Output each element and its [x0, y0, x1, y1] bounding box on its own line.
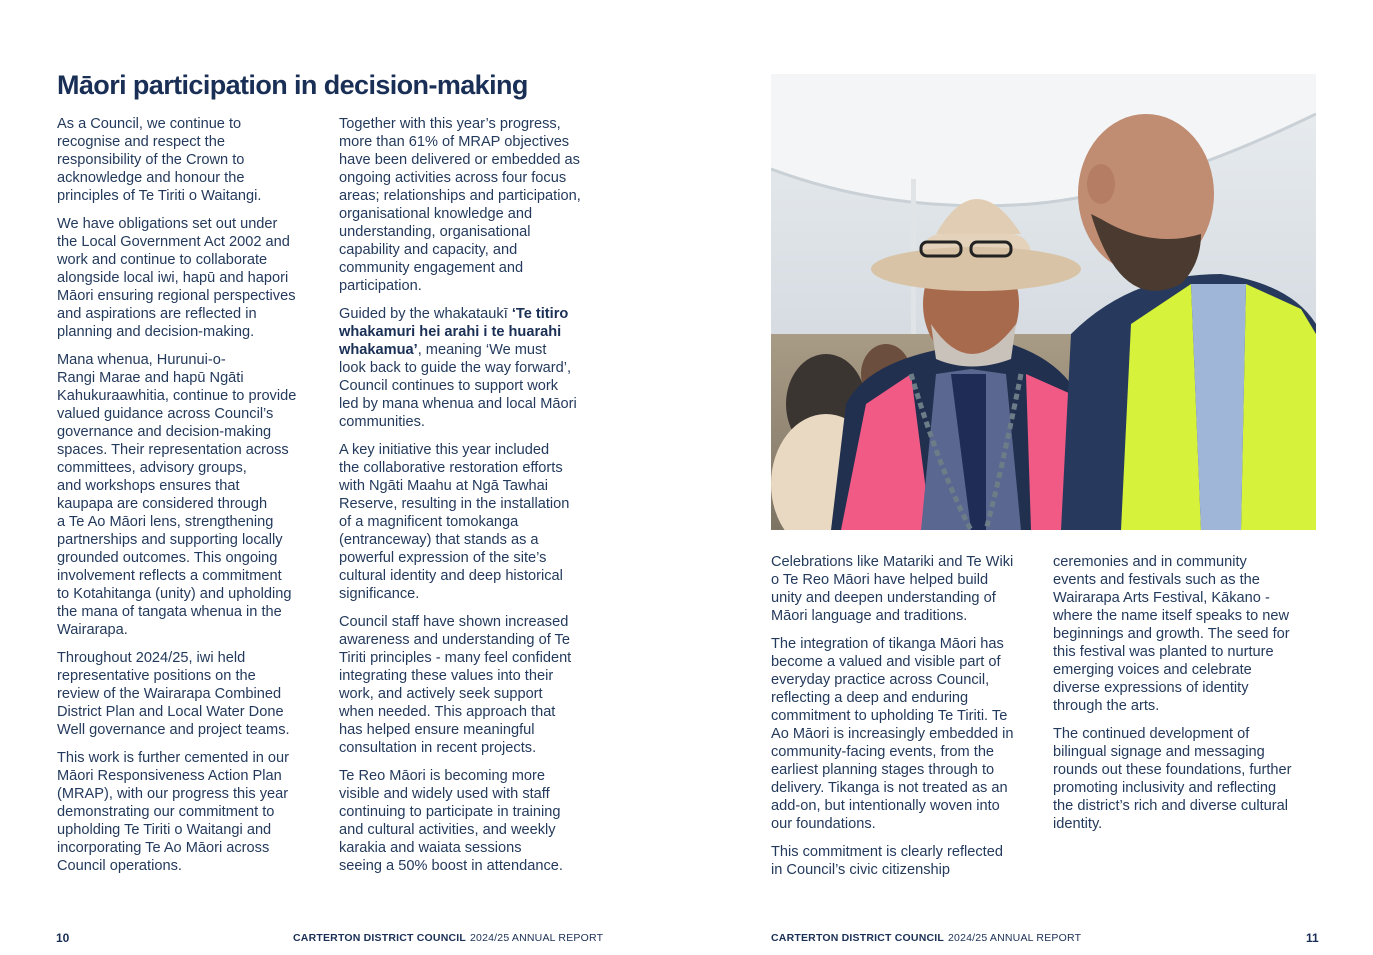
text-column-2: [339, 115, 609, 885]
paragraph: Together with this year’s progress, more than 61% of MRAP objectives have been delivered or embedded as ongoing activities across four focus areas; relationships and participation, organisational knowledge and understanding, organisational capability and capacity, and community engagement and participation.: [339, 116, 581, 294]
paragraph: As a Council, we continue to recognise and respect the responsibility of the Crown to acknowledge and honour the principles of Te Tiriti o Waitangi.: [57, 116, 262, 204]
paragraph: Council staff have shown increased awareness and understanding of Te Tiriti principles - many feel confident integrating these values into their work, and actively seek support when needed. This approach that has helped ensure meaningful consultation in recent projects.: [339, 614, 572, 756]
whakatauki-meaning: , meaning ‘We must look back to guide the way forward’, Council continues to support work led by mana whenua and local Māori communities.: [339, 342, 577, 430]
footer-org: CARTERTON DISTRICT COUNCIL: [293, 932, 466, 944]
paragraph: ceremonies and in community events and festivals such as the Wairarapa Arts Festival, Kākano - where the name itself speaks to new beginnings and growth. The seed for this festival was planted to nurture emerging voices and celebrate diverse expressions of identity through the arts.: [1053, 554, 1290, 714]
paragraph: This commitment is clearly reflected in Council’s civic citizenship: [771, 844, 1003, 878]
paragraph: This work is further cemented in our Māori Responsiveness Action Plan (MRAP), with our progress this year demonstrating our commitment to upholding Te Tiriti o Waitangi and incorporating Te Ao Māori across Council operations.: [57, 750, 289, 874]
paragraph: Celebrations like Matariki and Te Wiki o Te Reo Māori have helped build unity and deepen understanding of Māori language and traditions.: [771, 554, 1014, 624]
photo-illustration: [771, 74, 1316, 530]
paragraph: The integration of tikanga Māori has become a valued and visible part of everyday practice across Council, reflecting a deep and enduring commitment to upholding Te Tiriti. Te Ao Māori is increasingly embedded in community-facing events, from the earliest planning stages through to delivery. Tikanga is not treated as an add-on, but intentionally woven into our foundations.: [771, 636, 1014, 832]
paragraph: The continued development of bilingual signage and messaging rounds out these foundations, further promoting inclusivity and reflecting the district’s rich and diverse cultural identity.: [1053, 726, 1292, 832]
paragraph-whakatauki: [339, 305, 609, 431]
whakatauki-lead: Guided by the whakataukī: [339, 306, 512, 322]
text-column-4: [1053, 553, 1323, 843]
paragraph: A key initiative this year included the collaborative restoration efforts with Ngāti Maahu at Ngā Tawhai Reserve, resulting in the installation of a magnificent tomokanga (entranceway) that stands as a powerful expression of the site’s cultural identity and deep historical significance.: [339, 442, 570, 602]
paragraph: Te Reo Māori is becoming more visible and widely used with staff continuing to participate in training and cultural activities, and weekly karakia and waiata sessions seeing a 50% boost in attendance.: [339, 768, 563, 874]
footer-report: 2024/25 ANNUAL REPORT: [948, 932, 1082, 944]
footer-org: CARTERTON DISTRICT COUNCIL: [771, 932, 944, 944]
text-column-3: [771, 553, 1041, 889]
event-photo: [771, 74, 1316, 530]
footer-left: [293, 932, 603, 944]
whakatauki-quote: ‘Te titiro whakamuri hei arahi i te huarahi whakamua’: [339, 306, 569, 358]
footer-right: [771, 932, 1081, 944]
paragraph: Throughout 2024/25, iwi held representative positions on the review of the Wairarapa Combined District Plan and Local Water Done Well governance and project teams.: [57, 650, 290, 738]
page-number-left: 10: [56, 931, 70, 945]
page-title: Māori participation in decision-making: [57, 70, 528, 100]
page-number-right: 11: [1306, 931, 1319, 945]
paragraph: Mana whenua, Hurunui-o- Rangi Marae and hapū Ngāti Kahukuraawhitia, continue to provide valued guidance across Council’s governance and decision-making spaces. Their representation across committees, advisory groups, and workshops ensures that kaupapa are considered through a Te Ao Māori lens, strengthening partnerships and supporting locally grounded outcomes. This ongoing involvement reflects a commitment to Kotahitanga (unity) and upholding the mana of tangata whenua in the Wairarapa.: [57, 352, 297, 638]
paragraph: We have obligations set out under the Local Government Act 2002 and work and continue to collaborate alongside local iwi, hapū and hapori Māori ensuring regional perspectives and aspirations are reflected in planning and decision-making.: [57, 216, 296, 340]
text-column-1: [57, 115, 327, 885]
footer-report: 2024/25 ANNUAL REPORT: [470, 932, 604, 944]
